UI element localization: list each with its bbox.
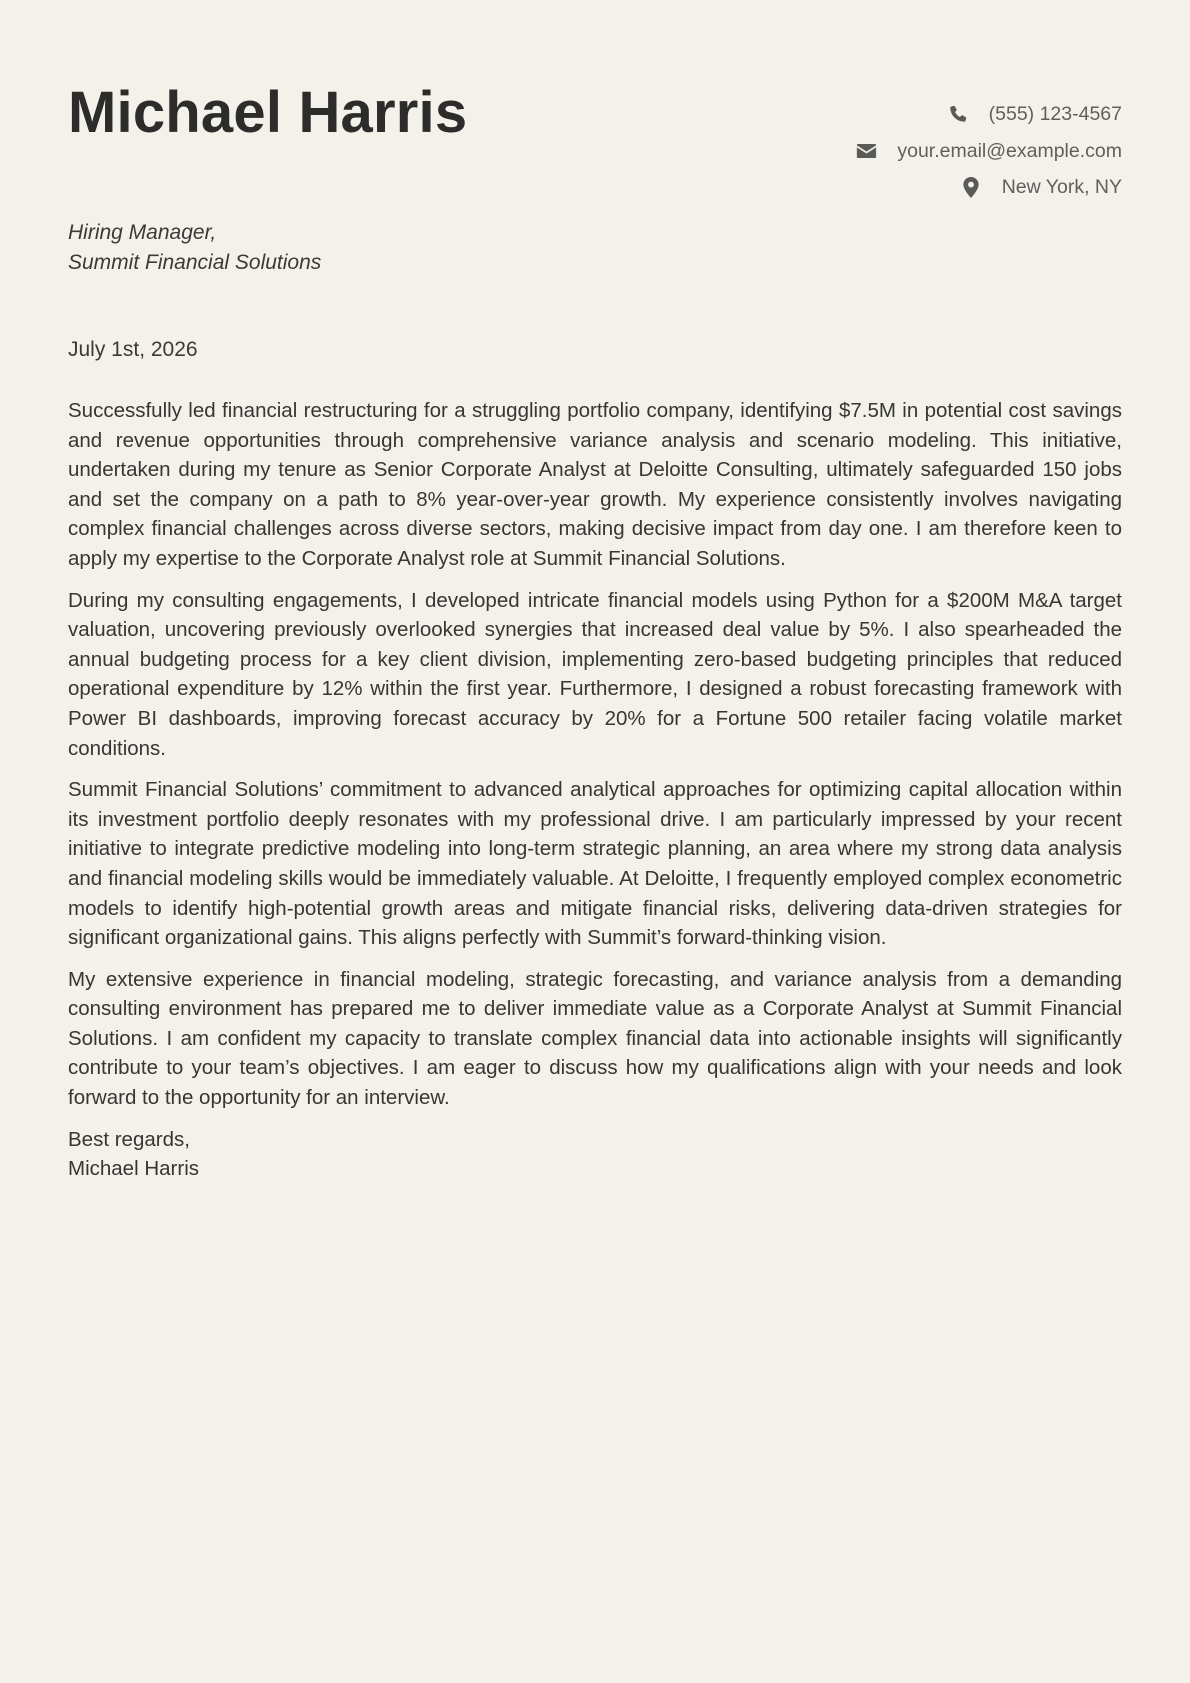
closing-block [68, 1125, 1122, 1184]
applicant-name: Michael Harris [68, 80, 468, 145]
envelope-icon [855, 140, 877, 162]
map-pin-icon [960, 176, 982, 198]
letter-date: July 1st, 2026 [68, 338, 198, 361]
body-paragraph-4: My extensive experience in financial modeling, strategic forecasting, and variance analysis from a demanding consulting environment has prepared me to deliver immediate value as a Corporate Analyst at Summit Financial Solutions. I am confident my capacity to translate complex financial data into actionable insights will significantly contribute to your team’s objectives. I am eager to discuss how my qualifications align with your needs and look forward to the opportunity for an interview. [68, 967, 1122, 1110]
contact-block [855, 96, 1122, 206]
closing-salutation: Best regards, [68, 1127, 190, 1151]
contact-phone-row [855, 96, 1122, 133]
closing-signature: Michael Harris [68, 1157, 199, 1181]
contact-location-row [855, 169, 1122, 206]
body-paragraph-1: Successfully led financial restructuring for a struggling portfolio company, identifying $7.5M in potential cost savings and revenue opportunities through comprehensive variance analysis and scenario modeling. This initiative, undertaken during my tenure as Senior Corporate Analyst at Deloitte Consulting, ultimately safeguarded 150 jobs and set the company on a path to 8% year-over-year growth. My experience consistently involves navigating complex financial challenges across diverse sectors, making decisive impact from day one. I am therefore keen to apply my expertise to the Corporate Analyst role at Summit Financial Solutions. [68, 399, 1122, 570]
letter-body [68, 396, 1122, 1184]
contact-email-row [855, 133, 1122, 170]
contact-email[interactable]: your.email@example.com [897, 139, 1122, 162]
cover-letter-page [68, 0, 1122, 1683]
contact-phone: (555) 123-4567 [988, 103, 1122, 125]
phone-icon [947, 103, 969, 125]
recipient-company: Summit Financial Solutions [68, 251, 322, 274]
body-paragraph-2: During my consulting engagements, I developed intricate financial models using Python for a $200M M&A target valuation, uncovering previously overlooked synergies that increased deal value by 5%. I also spearheaded the annual budgeting process for a key client division, implementing zero-based budgeting principles that reduced operational expenditure by 12% within the first year. Furthermore, I designed a robust forecasting framework with Power BI dashboards, improving forecast accuracy by 20% for a Fortune 500 retailer facing volatile market conditions. [68, 588, 1122, 760]
contact-location: New York, NY [1001, 176, 1122, 198]
body-paragraph-3: Summit Financial Solutions’ commitment to advanced analytical approaches for optimizing capital allocation within its investment portfolio deeply resonates with my professional drive. I am particularly impressed by your recent initiative to integrate predictive modeling into long-term strategic planning, an area where my strong data analysis and financial modeling skills would be immediately valuable. At Deloitte, I frequently employed complex econometric models to identify high-potential growth areas and mitigate financial risks, delivering data-driven strategies for significant organizational gains. This aligns perfectly with Summit’s forward-thinking vision. [68, 778, 1122, 950]
recipient-block [68, 218, 321, 278]
recipient-title: Hiring Manager, [68, 221, 217, 244]
